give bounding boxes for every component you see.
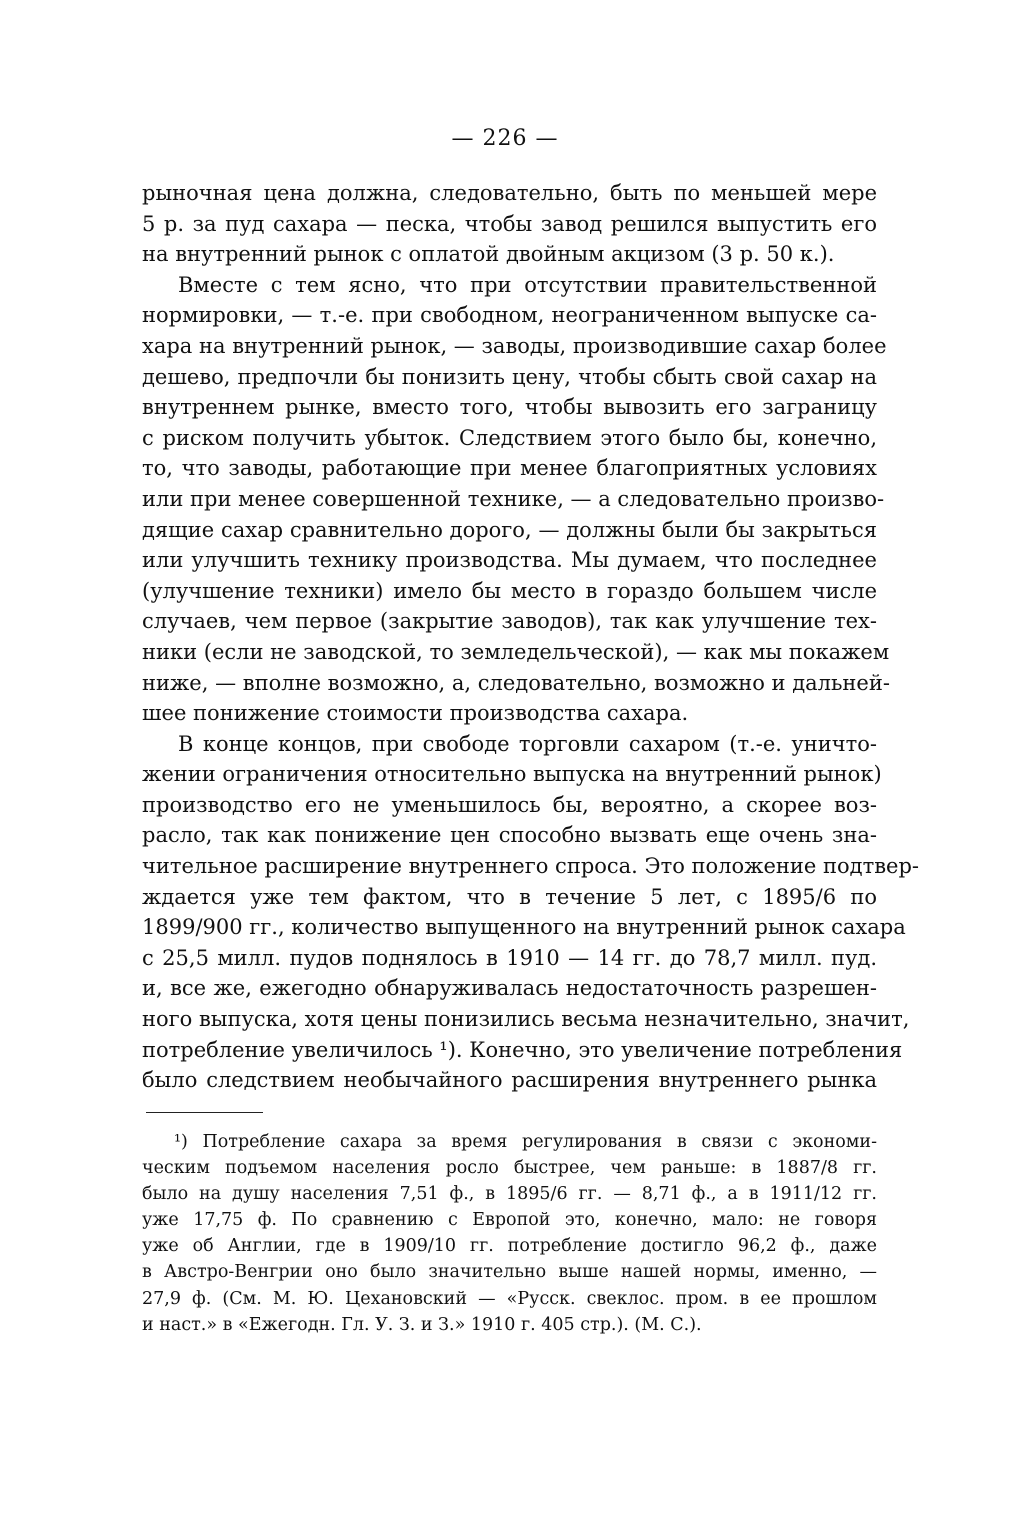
text-line: то, что заводы, работающие при менее благоприятных условиях [142, 456, 877, 481]
paragraph-first-line: В конце концов, при свободе торговли сахаром (т.-е. уничто- [178, 731, 877, 756]
text-line: ного выпуска, хотя цены понизились весьма незначительно, значит, [142, 1007, 910, 1032]
text-line: дящие сахар сравнительно дорого, — должны были бы закрыться [142, 517, 877, 542]
text-line: 1899/900 гг., количество выпущенного на внутренний рынок сахара [142, 915, 906, 940]
text-line: внутреннем рынке, вместо того, чтобы вывозить его заграницу [142, 395, 877, 420]
text-line: производство его не уменьшилось бы, вероятно, а скорее воз- [142, 792, 877, 817]
footnote-line: ческим подъемом населения росло быстрее, чем раньше: в 1887/8 гг. [142, 1158, 877, 1179]
body-text [142, 178, 919, 1096]
text-line: шее понижение стоимости производства сахара. [142, 701, 689, 726]
text-line: или улучшить технику производства. Мы думаем, что последнее [142, 548, 877, 573]
text-line: ждается уже тем фактом, что в течение 5 лет, с 1895/6 по [142, 884, 877, 909]
footnote-line: в Австро-Венгрии оно было значительно выше нашей нормы, именно, — [142, 1262, 877, 1283]
text-line: ниже, — вполне возможно, а, следовательно, возможно и дальней- [142, 670, 890, 695]
text-line: на внутренний рынок с оплатой двойным акцизом (3 р. 50 к.). [142, 242, 835, 267]
page-number: — 226 — [451, 126, 559, 151]
text-line: и, все же, ежегодно обнаруживалась недостаточность разрешен- [142, 976, 877, 1001]
text-line: с риском получить убыток. Следствием этого было бы, конечно, [142, 425, 877, 450]
text-line: жении ограничения относительно выпуска на внутренний рынок) [142, 762, 882, 787]
text-line: нормировки, — т.-е. при свободном, неограниченном выпуске са- [142, 303, 877, 328]
footnote-line: и наст.» в «Ежегодн. Гл. У. З. и З.» 1910 г. 405 стр.). (М. С.). [142, 1314, 702, 1335]
footnote-line: ¹) Потребление сахара за время регулирования в связи с экономи- [174, 1132, 877, 1152]
text-line: было следствием необычайного расширения внутреннего рынка [142, 1068, 877, 1093]
text-line: (улучшение техники) имело бы место в гораздо большем числе [142, 578, 877, 603]
footnote-line: 27,9 ф. (См. М. Ю. Цехановский — «Русск. свеклос. пром. в ее прошлом [142, 1288, 877, 1309]
text-line: рыночная цена должна, следовательно, быть по меньшей мере [142, 181, 877, 205]
text-line: чительное расширение внутреннего спроса. Это положение подтвер- [142, 854, 919, 879]
text-line: расло, так как понижение цен способно вызвать еще очень зна- [142, 823, 877, 848]
text-line: случаев, чем первое (закрытие заводов), так как улучшение тех- [142, 609, 877, 634]
footnote [142, 1129, 877, 1338]
footnote-divider [146, 1112, 263, 1113]
text-line: ники (если не заводской, то земледельческой), — как мы покажем [142, 639, 890, 664]
paragraph-first-line: Вместе с тем ясно, что при отсутствии правительственной [178, 272, 877, 297]
text-line: дешево, предпочли бы понизить цену, чтобы сбыть свой сахар на [142, 364, 877, 389]
footnote-line: уже 17,75 ф. По сравнению с Европой это, конечно, мало: не говоря [142, 1210, 877, 1231]
footnote-line: было на душу населения 7,51 ф., в 1895/6 гг. — 8,71 ф., а в 1911/12 гг. [142, 1184, 877, 1205]
text-line: с 25,5 милл. пудов поднялось в 1910 — 14 гг. до 78,7 милл. пуд. [142, 945, 877, 970]
text-line: 5 р. за пуд сахара — песка, чтобы завод решился выпустить его [142, 211, 877, 236]
text-line: или при менее совершенной технике, — а следовательно произво- [142, 486, 885, 511]
text-line: хара на внутренний рынок, — заводы, производившие сахар более [142, 333, 887, 358]
text-line: потребление увеличилось ¹). Конечно, это увеличение потребления [142, 1037, 903, 1062]
footnote-line: уже об Англии, где в 1909/10 гг. потребление достигло 96,2 ф., даже [142, 1236, 877, 1257]
